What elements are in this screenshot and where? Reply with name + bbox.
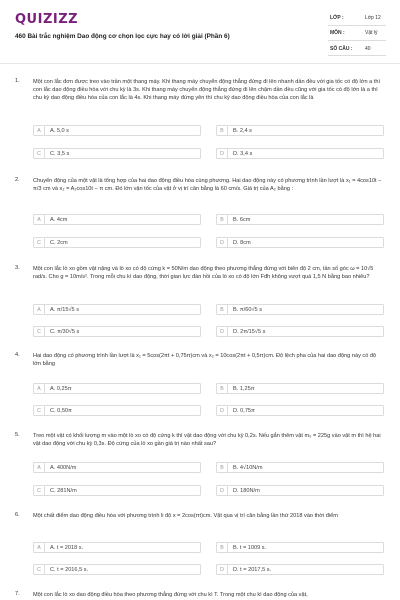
question-text: Một chất điểm dao động điều hòa với phương trình li độ x = 2cos(πt)cm. Vật qua vị trí cân bằng lần thứ 2018 vào thời điểm: [33, 513, 338, 519]
option-text: C. 3,5 s: [50, 151, 70, 157]
option-b[interactable]: [216, 542, 384, 553]
option-text: B. 4√10N/m: [233, 465, 263, 471]
divider: [328, 25, 386, 26]
option-text: C. 2cm: [50, 240, 68, 246]
option-text: D. 8cm: [233, 240, 251, 246]
option-d[interactable]: [216, 564, 384, 575]
option-badge-a: A: [34, 543, 45, 553]
option-text: C. 0,50π: [50, 408, 72, 414]
option-a[interactable]: [33, 542, 201, 553]
option-badge-c: C: [34, 327, 45, 337]
option-a[interactable]: [33, 304, 201, 315]
worksheet-header: [0, 0, 400, 62]
question-number: 1.: [15, 78, 20, 84]
option-a[interactable]: [33, 125, 201, 136]
option-badge-b: B: [217, 463, 228, 473]
question-text: Hai dao động có phương trình lần lượt là x₁ = 5cos(2πt + 0,75π)cm và x₂ = 10cos(2πt + 0,5π)cm. Độ lệch pha của hai dao động này có độ lớn bằng: [33, 353, 377, 367]
option-d[interactable]: [216, 148, 384, 159]
question-text: Treo một vật có khối lượng m vào một lò xo có độ cứng k thì vật dao động với chu kỳ 0,2s. Nếu gắn thêm vật m₀ = 225g vào vật m thì hệ hai vật dao động với chu kỳ 0,3s. Độ cứng của lò xo gần giá trị nào nhất sau?: [33, 433, 381, 447]
option-badge-d: D: [217, 486, 228, 496]
option-b[interactable]: [216, 304, 384, 315]
option-badge-d: D: [217, 149, 228, 159]
question-number: 5.: [15, 432, 20, 438]
option-badge-a: A: [34, 215, 45, 225]
option-d[interactable]: [216, 405, 384, 416]
option-badge-d: D: [217, 565, 228, 575]
option-text: D. 0,75π: [233, 408, 255, 414]
option-a[interactable]: [33, 383, 201, 394]
question-number: 4.: [15, 352, 20, 358]
option-d[interactable]: [216, 485, 384, 496]
question-number: 2.: [15, 177, 20, 183]
option-badge-b: B: [217, 543, 228, 553]
option-text: B. 6cm: [233, 217, 251, 223]
option-c[interactable]: [33, 148, 201, 159]
question-count-value: 40: [365, 46, 371, 52]
option-badge-d: D: [217, 238, 228, 248]
option-a[interactable]: [33, 462, 201, 473]
divider: [328, 55, 386, 56]
option-text: B. 2,4 s: [233, 128, 252, 134]
question-text: Một con lắc đơn được treo vào trần một thang máy. Khi thang máy chuyển động thẳng đứng đi lên nhanh dần đều với gia tốc có độ lớn a thì con lắc dao động điều hòa với chu kỳ là 3s. Khi thang máy chuyển động thẳng đứng đi lên chậm dần đều cũng với gia tốc có độ lớn là a thì chu kỳ dao động điều hòa của con lắc là 4s. Khi thang máy đứng yên thì chu kỳ dao động điều hòa của con lắc là: [33, 79, 381, 101]
option-text: B. 1,25π: [233, 386, 255, 392]
option-badge-b: B: [217, 215, 228, 225]
option-c[interactable]: [33, 326, 201, 337]
option-text: D. t = 2017,5 s.: [233, 567, 272, 573]
option-text: B. t = 1009 s.: [233, 545, 267, 551]
option-c[interactable]: [33, 564, 201, 575]
quizizz-logo: QUIZIZZ: [15, 12, 79, 27]
header-divider: [0, 63, 400, 64]
option-text: A. t = 2018 s.: [50, 545, 84, 551]
option-badge-a: A: [34, 305, 45, 315]
option-text: A. 4cm: [50, 217, 68, 223]
question-text: Một con lắc lò xo dao động điều hòa theo phương thẳng đứng với chu kì T. Trong một chu kì dao động của vật,: [33, 592, 308, 598]
option-text: D. 2π/15√5 s: [233, 329, 266, 335]
option-badge-a: A: [34, 463, 45, 473]
option-b[interactable]: [216, 214, 384, 225]
subject-label: MÔN :: [330, 30, 345, 36]
option-c[interactable]: [33, 237, 201, 248]
option-text: D. 3,4 s: [233, 151, 253, 157]
option-text: C. π/30√5 s: [50, 329, 80, 335]
option-text: A. 400N/m: [50, 465, 77, 471]
option-c[interactable]: [33, 485, 201, 496]
option-text: C. 281N/m: [50, 488, 77, 494]
option-badge-c: C: [34, 406, 45, 416]
question-number: 7.: [15, 591, 20, 597]
question-text: Chuyển động của một vật là tổng hợp của hai dao động điều hòa cùng phương. Hai dao động này có phương trình lần lượt là x₁ = 4cos10t − π/3 cm và x₂ = A₂cos10t − π cm. Đó lớn vận tốc của vật ở vị trí cân bằng là 60 cm/s. Giá trị của A₂ bằng :: [33, 178, 382, 192]
option-badge-c: C: [34, 149, 45, 159]
class-value: Lớp 12: [365, 15, 381, 21]
question-text: Một con lắc lò xo gồm vật nặng và lò xo có độ cứng k = 50N/m dao động theo phương thẳng đứng với biên độ 2 cm, tần số góc ω = 10√5 rad/s. Cho g = 10m/s². Trong mỗi chu kì dao động, thời gian lực đàn hồi của lò xo có độ lớn Fđh không vượt quá 1,5 N bằng bao nhiêu?: [33, 266, 374, 280]
option-text: B. π/60√5 s: [233, 307, 263, 313]
option-c[interactable]: [33, 405, 201, 416]
option-badge-a: A: [34, 384, 45, 394]
option-badge-c: C: [34, 565, 45, 575]
option-badge-d: D: [217, 327, 228, 337]
divider: [328, 40, 386, 41]
option-b[interactable]: [216, 125, 384, 136]
question-number: 6.: [15, 512, 20, 518]
option-text: A. 0,25π: [50, 386, 72, 392]
class-label: LỚP :: [330, 15, 344, 21]
option-text: A. π/15√5 s: [50, 307, 80, 313]
option-badge-c: C: [34, 238, 45, 248]
question-number: 3.: [15, 265, 20, 271]
page-title: 460 Bài trắc nghiệm Dao động cơ chọn lọc cực hay có lời giải (Phần 6): [15, 33, 230, 40]
option-badge-d: D: [217, 406, 228, 416]
option-badge-c: C: [34, 486, 45, 496]
question-count-label: SỐ CÂU :: [330, 46, 353, 52]
option-text: A. 5,0 s: [50, 128, 69, 134]
option-d[interactable]: [216, 326, 384, 337]
option-b[interactable]: [216, 383, 384, 394]
option-text: C. t = 2016,5 s.: [50, 567, 89, 573]
option-badge-b: B: [217, 384, 228, 394]
option-d[interactable]: [216, 237, 384, 248]
option-a[interactable]: [33, 214, 201, 225]
option-badge-b: B: [217, 305, 228, 315]
option-badge-b: B: [217, 126, 228, 136]
subject-value: Vật lý: [365, 30, 378, 36]
option-badge-a: A: [34, 126, 45, 136]
option-b[interactable]: [216, 462, 384, 473]
option-text: D. 180N/m: [233, 488, 260, 494]
